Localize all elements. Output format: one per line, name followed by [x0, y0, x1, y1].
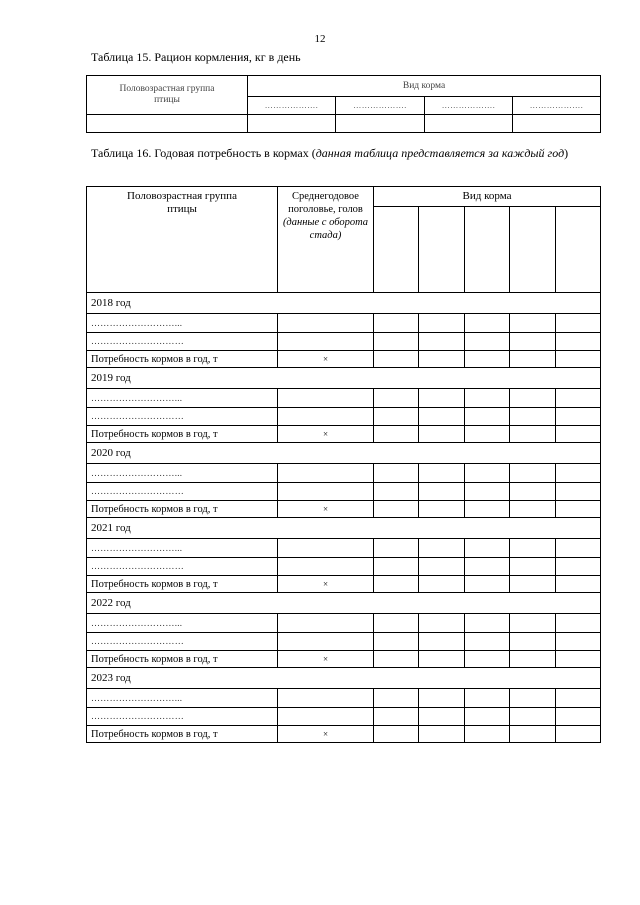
table16-cell: [556, 651, 601, 668]
table16-cell: [419, 708, 465, 726]
table16-cell: [556, 483, 601, 501]
table16-row-label: ………………………...: [87, 314, 278, 333]
table16-header-feed: Вид корма: [374, 187, 601, 207]
table16-year-row: 2021 год: [87, 518, 601, 539]
table16-cell: [510, 314, 556, 333]
table16-cell: [465, 483, 510, 501]
table16-cell: [465, 614, 510, 633]
table16-cell: [419, 314, 465, 333]
table15-feeding-ration: [86, 75, 601, 133]
table16-cell: [510, 351, 556, 368]
table15-cell: [248, 115, 336, 133]
table16-not-applicable-mark: ×: [278, 726, 374, 743]
table16-cell: [374, 576, 419, 593]
table16-cell: [278, 314, 374, 333]
table16-cell: [278, 483, 374, 501]
table16-cell: [374, 689, 419, 708]
table16-row-label: …………………………: [87, 333, 278, 351]
table16-group-row: [87, 614, 601, 633]
table16-cell: [465, 464, 510, 483]
table15-cell: [425, 115, 513, 133]
table16-group-row: [87, 483, 601, 501]
table16-cell: [510, 389, 556, 408]
table16-cell: [278, 464, 374, 483]
table16-group-row: [87, 708, 601, 726]
table16-total-row: [87, 426, 601, 443]
table16-cell: [510, 614, 556, 633]
table16-cell: [419, 633, 465, 651]
table16-cell: [510, 408, 556, 426]
table16-cell: [419, 501, 465, 518]
table15-header-feed: Вид корма: [248, 76, 601, 97]
table15-feed-col-2: ……………….: [336, 97, 425, 115]
table16-cell: [374, 614, 419, 633]
table16-cell: [510, 426, 556, 443]
table16-row-label: …………………………: [87, 558, 278, 576]
table16-row-label: Потребность кормов в год, т: [87, 651, 278, 668]
table16-cell: [374, 333, 419, 351]
table16-cell: [465, 726, 510, 743]
table16-cell: [278, 333, 374, 351]
table16-cell: [374, 708, 419, 726]
table16-cell: [556, 558, 601, 576]
table16-row-label: ………………………...: [87, 464, 278, 483]
table16-cell: [465, 576, 510, 593]
table15-cell: [87, 115, 248, 133]
table16-cell: [465, 689, 510, 708]
table16-row-label: Потребность кормов в год, т: [87, 501, 278, 518]
table16-row-label: Потребность кормов в год, т: [87, 351, 278, 368]
table16-not-applicable-mark: ×: [278, 351, 374, 368]
table16-cell: [465, 651, 510, 668]
table15-caption: Таблица 15. Рацион кормления, кг в день: [91, 50, 301, 64]
table16-total-row: [87, 726, 601, 743]
table15-feed-col-3: ……………….: [425, 97, 513, 115]
table16-group-row: [87, 558, 601, 576]
table16-cell: [374, 483, 419, 501]
table16-not-applicable-mark: ×: [278, 651, 374, 668]
table16-cell: [465, 408, 510, 426]
table16-cell: [278, 633, 374, 651]
table16-cell: [419, 576, 465, 593]
table16-feed-col: [510, 207, 556, 293]
table16-cell: [419, 614, 465, 633]
table16-cell: [278, 614, 374, 633]
table16-total-row: [87, 576, 601, 593]
table16-row-label: ………………………...: [87, 539, 278, 558]
table16-cell: [419, 558, 465, 576]
table16-feed-col: [374, 207, 419, 293]
table15-cell: [336, 115, 425, 133]
table16-cell: [465, 351, 510, 368]
table15-cell: [513, 115, 601, 133]
table16-cell: [465, 708, 510, 726]
table16-cell: [556, 426, 601, 443]
table16-row-label: Потребность кормов в год, т: [87, 576, 278, 593]
table16-cell: [374, 408, 419, 426]
table16-cell: [510, 501, 556, 518]
table16-cell: [556, 576, 601, 593]
table16-year-row: 2023 год: [87, 668, 601, 689]
table16-cell: [374, 539, 419, 558]
table16-row-label: ………………………...: [87, 614, 278, 633]
table16-row-label: …………………………: [87, 408, 278, 426]
page-number: 12: [314, 33, 326, 45]
table16-group-row: [87, 539, 601, 558]
table16-feed-col: [465, 207, 510, 293]
table16-cell: [374, 558, 419, 576]
table15-feed-col-4: ……………….: [513, 97, 601, 115]
table16-row-label: …………………………: [87, 483, 278, 501]
table16-cell: [419, 483, 465, 501]
table16-cell: [556, 501, 601, 518]
table16-cell: [374, 426, 419, 443]
table16-feed-col: [419, 207, 465, 293]
table16-cell: [556, 708, 601, 726]
table16-year-row: 2019 год: [87, 368, 601, 389]
table16-cell: [374, 314, 419, 333]
table16-cell: [419, 426, 465, 443]
table16-cell: [465, 501, 510, 518]
table16-cell: [556, 464, 601, 483]
table16-cell: [510, 651, 556, 668]
table16-cell: [278, 389, 374, 408]
table16-cell: [374, 464, 419, 483]
table16-cell: [556, 726, 601, 743]
table16-cell: [278, 689, 374, 708]
table16-group-row: [87, 314, 601, 333]
table16-cell: [465, 333, 510, 351]
table16-cell: [556, 351, 601, 368]
table16-group-row: [87, 408, 601, 426]
table16-cell: [556, 614, 601, 633]
table16-cell: [510, 558, 556, 576]
table16-cell: [465, 558, 510, 576]
table16-cell: [278, 558, 374, 576]
table16-cell: [556, 633, 601, 651]
table16-cell: [374, 651, 419, 668]
table16-row-label: Потребность кормов в год, т: [87, 426, 278, 443]
table16-year-row: 2018 год: [87, 293, 601, 314]
table16-cell: [556, 539, 601, 558]
table16-cell: [465, 314, 510, 333]
table16-row-label: ………………………...: [87, 689, 278, 708]
table16-year-row: 2022 год: [87, 593, 601, 614]
table16-year-row: 2020 год: [87, 443, 601, 464]
table16-cell: [465, 389, 510, 408]
table16-cell: [419, 651, 465, 668]
table16-cell: [510, 689, 556, 708]
table16-group-row: [87, 633, 601, 651]
table16-cell: [510, 726, 556, 743]
table16-group-row: [87, 464, 601, 483]
table16-cell: [556, 389, 601, 408]
table16-cell: [465, 633, 510, 651]
table15-header-group: Половозрастная группа птицы: [87, 76, 248, 115]
table16-row-label: ………………………...: [87, 389, 278, 408]
table16-cell: [510, 633, 556, 651]
table16-not-applicable-mark: ×: [278, 501, 374, 518]
table16-cell: [419, 726, 465, 743]
table16-row-label: Потребность кормов в год, т: [87, 726, 278, 743]
table16-cell: [419, 408, 465, 426]
table16-cell: [374, 633, 419, 651]
table16-cell: [419, 689, 465, 708]
table16-cell: [374, 501, 419, 518]
table16-cell: [510, 576, 556, 593]
table16-cell: [278, 708, 374, 726]
table16-cell: [465, 539, 510, 558]
table16-cell: [419, 351, 465, 368]
table16-header-group: Половозрастная группа птицы: [87, 187, 278, 293]
table16-total-row: [87, 351, 601, 368]
table16-not-applicable-mark: ×: [278, 576, 374, 593]
table16-cell: [510, 539, 556, 558]
table16-cell: [510, 708, 556, 726]
table16-annual-feed-demand: [86, 186, 601, 743]
table16-total-row: [87, 501, 601, 518]
table16-not-applicable-mark: ×: [278, 426, 374, 443]
table16-row-label: …………………………: [87, 633, 278, 651]
table16-header-avg-count: Среднегодовое поголовье, голов (данные с оборота стада): [278, 187, 374, 293]
table16-cell: [510, 483, 556, 501]
table16-cell: [374, 351, 419, 368]
table16-cell: [556, 408, 601, 426]
table16-cell: [510, 333, 556, 351]
table16-group-row: [87, 333, 601, 351]
table16-cell: [374, 726, 419, 743]
table16-cell: [419, 333, 465, 351]
table16-row-label: …………………………: [87, 708, 278, 726]
table16-cell: [278, 539, 374, 558]
table16-cell: [556, 689, 601, 708]
table16-feed-col: [556, 207, 601, 293]
table16-cell: [465, 426, 510, 443]
table16-cell: [419, 389, 465, 408]
table16-cell: [510, 464, 556, 483]
table16-cell: [374, 389, 419, 408]
table16-group-row: [87, 689, 601, 708]
table16-cell: [556, 333, 601, 351]
table16-cell: [278, 408, 374, 426]
table16-cell: [556, 314, 601, 333]
table16-caption: Таблица 16. Годовая потребность в кормах (данная таблица представляется за каждый год): [91, 146, 569, 160]
table15-feed-col-1: ……………….: [248, 97, 336, 115]
table16-group-row: [87, 389, 601, 408]
table16-total-row: [87, 651, 601, 668]
table16-cell: [419, 539, 465, 558]
table16-cell: [419, 464, 465, 483]
